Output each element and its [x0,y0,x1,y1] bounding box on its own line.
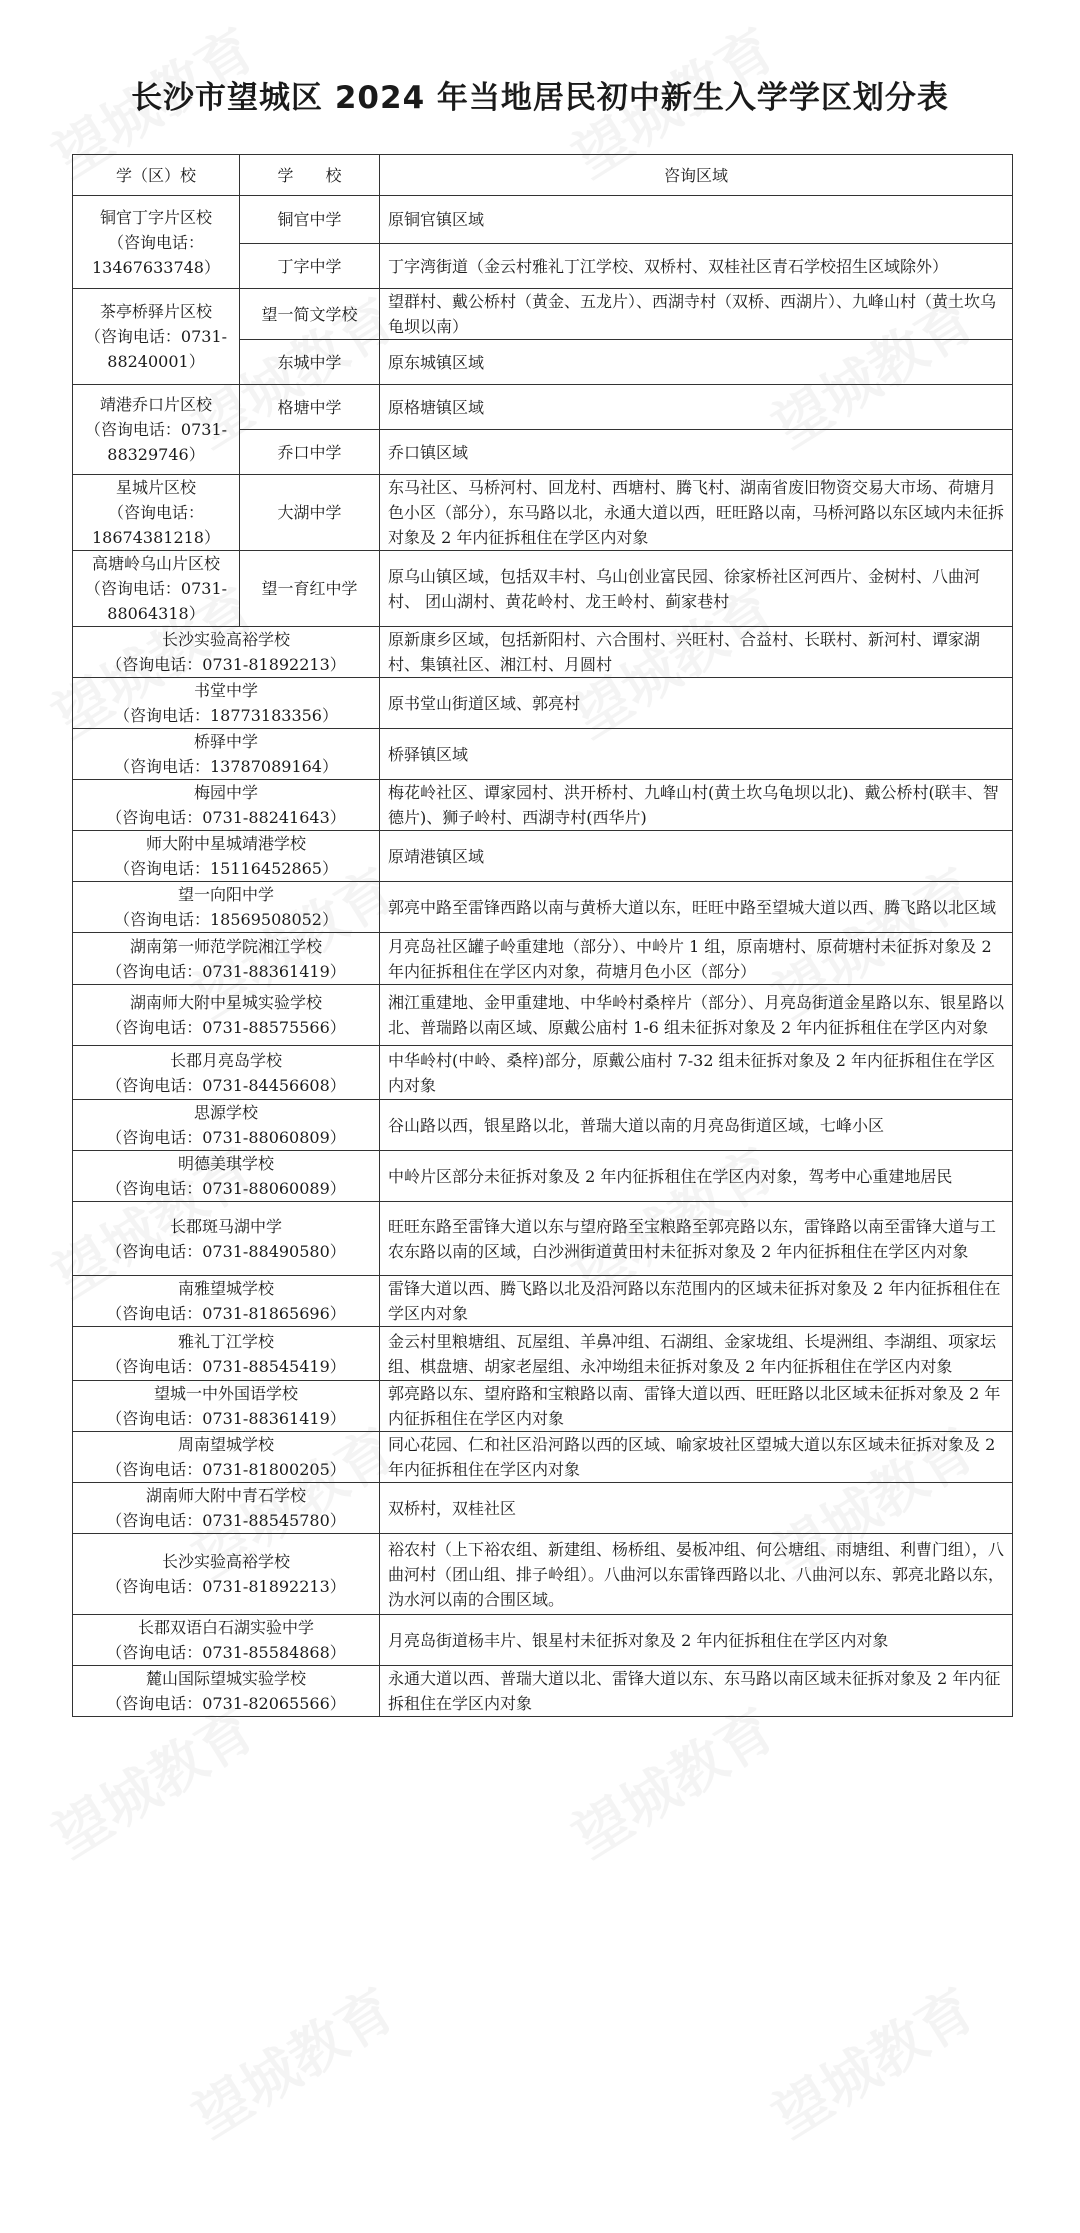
table-header-row [73,155,1013,196]
school-phone: （咨询电话：0731-88490580） [106,1241,346,1261]
school-cell [73,627,380,678]
table-row [73,1381,1013,1432]
school-name: 望一向阳中学 [177,885,274,904]
table-row [73,882,1013,933]
table-row [73,1100,1013,1151]
school-name: 明德美琪学校 [177,1154,274,1173]
school-cell [73,1615,380,1666]
school-name: 南雅望城学校 [177,1279,274,1298]
school-phone: （咨询电话：0731-82065566） [106,1694,346,1713]
school-name: 雅礼丁江学校 [177,1331,274,1351]
school-phone: （咨询电话：0731-81865696） [106,1304,346,1323]
area-cell: 双桥村，双桂社区 [380,1483,1013,1534]
school-name: 麓山国际望城实验学校 [145,1669,306,1688]
area-cell: 中岭片区部分未征拆对象及 2 年内征拆租住在学区内对象，驾考中心重建地居民 [380,1151,1013,1202]
school-name-cell: 丁字中学 [240,244,380,289]
table-row [73,780,1013,831]
school-cell [73,985,380,1046]
area-cell: 旺旺东路至雷锋大道以东与望府路至宝粮路至郭亮路以东，雷锋路以南至雷锋大道与工农东路以南的区域，白沙洲街道黄田村未征拆对象及 2 年内征拆租住在学区内对象 [380,1202,1013,1276]
school-phone: （咨询电话：0731-81892213） [106,1577,346,1596]
district-cell [73,385,240,475]
school-name: 周南望城学校 [177,1435,274,1454]
area-cell: 郭亮中路至雷锋西路以南与黄桥大道以东，旺旺中路至望城大道以西、腾飞路以北区域 [380,882,1013,933]
area-cell: 乔口镇区域 [380,430,1013,475]
table-row [73,1046,1013,1100]
school-name: 长沙实验高裕学校 [161,1552,290,1571]
school-phone: （咨询电话：13787089164） [114,757,338,776]
table-row [73,1202,1013,1276]
school-phone: （咨询电话：0731-88361419） [106,1409,346,1428]
school-name-cell: 大湖中学 [240,475,380,551]
district-cell [73,289,240,385]
page-title: 长沙市望城区 2024 年当地居民初中新生入学学区划分表 [131,80,949,116]
school-cell [73,1100,380,1151]
table-row [73,831,1013,882]
district-phone: （咨询电话：18674381218） [92,503,220,547]
district-name: 茶亭桥驿片区校 [99,302,212,321]
table-row [73,1483,1013,1534]
area-cell: 丁字湾街道（金云村雅礼丁江学校、双桥村、双桂社区青石学校招生区域除外） [380,244,1013,289]
district-cell [73,551,240,627]
area-cell: 望群村、戴公桥村（黄金、五龙片）、西湖寺村（双桥、西湖片）、九峰山村（黄土坎乌龟坝以南） [380,289,1013,340]
school-name-cell: 乔口中学 [240,430,380,475]
table-row [73,985,1013,1046]
school-name: 湖南第一师范学院湘江学校 [129,936,322,956]
district-name: 高塘岭乌山片区校 [91,554,220,573]
district-phone: （咨询电话：13467633748） [92,232,220,277]
school-name: 师大附中星城靖港学校 [145,834,306,853]
table-row [73,196,1013,244]
table-row [73,933,1013,985]
district-name: 靖港乔口片区校 [99,395,212,414]
school-cell [73,1151,380,1202]
school-name: 书堂中学 [193,681,258,700]
district-cell [73,475,240,551]
school-name-cell: 望一简文学校 [240,289,380,340]
area-cell: 原书堂山街道区域、郭亮村 [380,678,1013,729]
table-row [73,729,1013,780]
area-cell: 永通大道以西、普瑞大道以北、雷锋大道以东、东马路以南区域未征拆对象及 2 年内征拆租住在学区内对象 [380,1666,1013,1717]
district-name: 铜官丁字片区校 [99,207,212,227]
area-cell: 裕农村（上下裕农组、新建组、杨桥组、晏板冲组、何公塘组、雨塘组、利曹门组），八曲河村（团山组、排子岭组）。八曲河以东雷锋西路以北、八曲河以东、郭亮北路以东，沩水河以南的合围区域。 [380,1534,1013,1615]
school-phone: （咨询电话：18569508052） [114,910,338,929]
area-cell: 中华岭村(中岭、桑梓)部分，原戴公庙村 7-32 组未征拆对象及 2 年内征拆租住在学区内对象 [380,1046,1013,1100]
area-cell: 桥驿镇区域 [380,729,1013,780]
table-row [73,475,1013,551]
area-cell: 东马社区、马桥河村、回龙村、西塘村、腾飞村、湖南省废旧物资交易大市场、荷塘月色小区（部分），东马路以北，永通大道以西，旺旺路以南，马桥河路以东区域内未征拆对象及 2 年内征拆租住在学区内对象 [380,475,1013,551]
table-row [73,1151,1013,1202]
area-cell: 原乌山镇区域，包括双丰村、乌山创业富民园、徐家桥社区河西片、金树村、八曲河村、 团山湖村、黄花岭村、龙王岭村、蓟家巷村 [380,551,1013,627]
district-name: 星城片区校 [115,478,196,497]
school-cell [73,1327,380,1381]
school-name: 思源学校 [193,1103,258,1122]
school-cell [73,831,380,882]
school-phone: （咨询电话：0731-88060809） [106,1128,346,1147]
school-cell [73,1046,380,1100]
area-cell: 湘江重建地、金甲重建地、中华岭村桑梓片（部分）、月亮岛街道金星路以东、银星路以北、普瑞路以南区域、原戴公庙村 1-6 组未征拆对象及 2 年内征拆租住在学区内对象 [380,985,1013,1046]
school-phone: （咨询电话：0731-88361419） [106,961,346,981]
area-cell: 雷锋大道以西、腾飞路以北及沿河路以东范围内的区域未征拆对象及 2 年内征拆租住在学区内对象 [380,1276,1013,1327]
school-name-cell: 格塘中学 [240,385,380,430]
school-name: 湖南师大附中青石学校 [145,1486,306,1505]
area-cell: 同心花园、仁和社区沿河路以西的区域、喻家坡社区望城大道以东区域未征拆对象及 2 年内征拆租住在学区内对象 [380,1432,1013,1483]
table-row [73,1615,1013,1666]
area-cell: 金云村里粮塘组、瓦屋组、羊鼻冲组、石湖组、金家垅组、长堤洲组、李湖组、项家坛组、棋盘塘、胡家老屋组、永冲坳组未征拆对象及 2 年内征拆租住在学区内对象 [380,1327,1013,1381]
table-row [73,551,1013,627]
area-cell: 原新康乡区域，包括新阳村、六合围村、兴旺村、合益村、长联村、新河村、谭家湖村、集镇社区、湘江村、月圆村 [380,627,1013,678]
watermark-text [756,1967,988,2154]
header-school: 学 校 [240,155,380,196]
school-cell [73,1381,380,1432]
school-phone: （咨询电话：0731-88575566） [106,1018,346,1037]
table-row [73,1276,1013,1327]
school-phone: （咨询电话：0731-84456608） [106,1075,346,1095]
school-name-cell: 铜官中学 [240,196,380,244]
school-cell [73,1483,380,1534]
district-table [72,154,1013,1717]
district-phone: （咨询电话：0731-88064318） [84,579,228,623]
school-cell [73,780,380,831]
school-cell [73,1276,380,1327]
school-cell [73,1666,380,1717]
table-row [73,1666,1013,1717]
area-cell: 原靖港镇区域 [380,831,1013,882]
school-name: 湖南师大附中星城实验学校 [129,993,322,1012]
table-row [73,1534,1013,1615]
school-name: 长郡斑马湖中学 [169,1216,282,1236]
table-row [73,627,1013,678]
table-row [73,385,1013,430]
school-name-cell: 东城中学 [240,340,380,385]
school-cell [73,1432,380,1483]
school-phone: （咨询电话：0731-88060089） [106,1179,346,1198]
school-name: 望城一中外国语学校 [153,1384,298,1403]
watermark-text [176,1967,408,2154]
school-name: 长郡双语白石湖实验中学 [137,1618,314,1637]
table-row [73,1432,1013,1483]
area-cell: 原铜官镇区域 [380,196,1013,244]
table-row [73,1327,1013,1381]
school-phone: （咨询电话：15116452865） [114,859,338,878]
school-cell [73,729,380,780]
school-name-cell: 望一育红中学 [240,551,380,627]
school-phone: （咨询电话：0731-81892213） [106,655,346,674]
header-school-area: 学（区）校 [73,155,240,196]
school-phone: （咨询电话：18773183356） [114,706,338,725]
area-cell: 月亮岛社区罐子岭重建地（部分）、中岭片 1 组，原南塘村、原荷塘村未征拆对象及 2 年内征拆租住在学区内对象，荷塘月色小区（部分） [380,933,1013,985]
school-cell [73,882,380,933]
header-area: 咨询区域 [380,155,1013,196]
area-cell: 原东城镇区域 [380,340,1013,385]
area-cell: 梅花岭社区、谭家园村、洪开桥村、九峰山村(黄土坎乌龟坝以北)、戴公桥村(联丰、智德片)、狮子岭村、西湖寺村(西华片) [380,780,1013,831]
district-cell [73,196,240,289]
school-name: 长郡月亮岛学校 [169,1050,282,1070]
district-phone: （咨询电话：0731-88329746） [84,420,228,464]
school-cell [73,1534,380,1615]
table-row [73,678,1013,729]
school-cell [73,1202,380,1276]
area-cell: 谷山路以西，银星路以北，普瑞大道以南的月亮岛街道区域，七峰小区 [380,1100,1013,1151]
school-phone: （咨询电话：0731-88545419） [106,1356,346,1376]
area-cell: 原格塘镇区域 [380,385,1013,430]
area-cell: 月亮岛街道杨丰片、银星村未征拆对象及 2 年内征拆租住在学区内对象 [380,1615,1013,1666]
district-phone: （咨询电话：0731-88240001） [84,327,228,371]
school-name: 桥驿中学 [193,732,258,751]
area-cell: 郭亮路以东、望府路和宝粮路以南、雷锋大道以西、旺旺路以北区域未征拆对象及 2 年内征拆租住在学区内对象 [380,1381,1013,1432]
school-name: 长沙实验高裕学校 [161,630,290,649]
school-phone: （咨询电话：0731-81800205） [106,1460,346,1479]
school-phone: （咨询电话：0731-88241643） [106,808,346,827]
table-row [73,289,1013,340]
school-cell [73,933,380,985]
school-name: 梅园中学 [193,783,258,802]
school-phone: （咨询电话：0731-88545780） [106,1511,346,1530]
school-phone: （咨询电话：0731-85584868） [106,1643,346,1662]
school-cell [73,678,380,729]
